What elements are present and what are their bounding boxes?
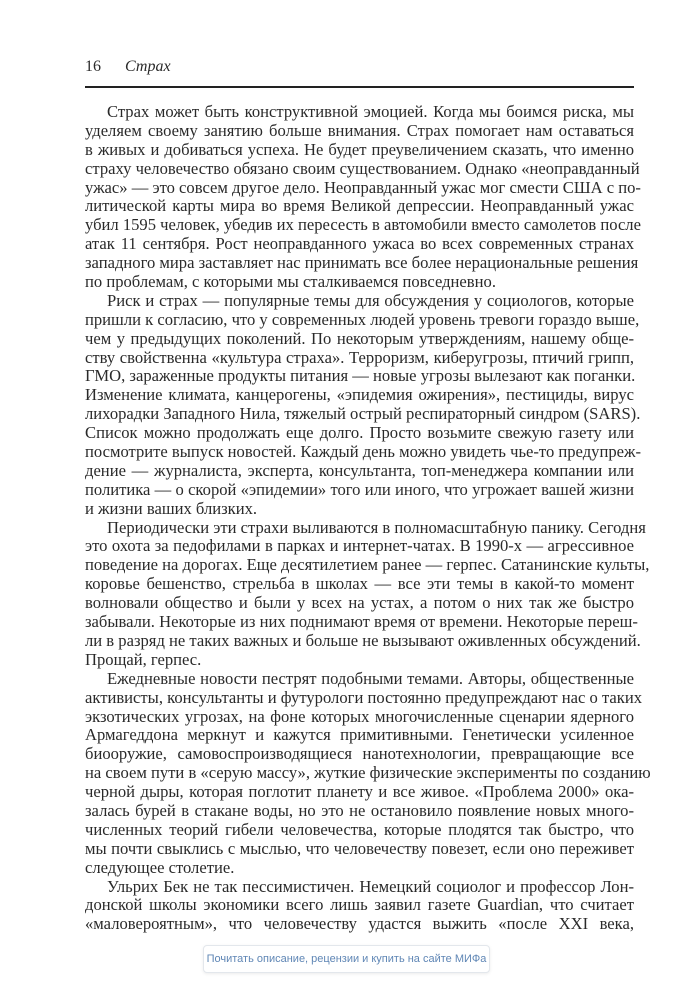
text-line: литической карты мира во время Великой депрессии. Неоправданный ужас (85, 196, 634, 216)
page-number: 16 (85, 58, 101, 75)
text-line: дение — журналиста, эксперта, консультанта, топ-менеджера компании или (85, 460, 634, 480)
text-line: атак 11 сентября. Рост неоправданного ужаса во всех современных странах (85, 234, 634, 254)
text-line: Страх может быть конструктивной эмоцией. Когда мы боимся риска, мы (107, 102, 634, 121)
text-line: западного мира заставляет нас принимать все более нерациональные решения (85, 253, 639, 273)
header-rule (85, 86, 634, 88)
text-line: ужас» — это совсем другое дело. Неоправданный ужас мог смести США с по- (85, 177, 641, 197)
text-line: ГМО, зараженные продукты питания — новые угрозы вылезают как поганки. (85, 366, 636, 386)
text-line: ству свойственна «культура страха». Терроризм, киберугрозы, птичий грипп, (85, 347, 634, 367)
text-line: биооружие, самовоспроизводящиеся нанотехнологии, превращающие все (85, 744, 634, 764)
text-line: по проблемам, с которыми мы сталкиваемся повседневно. (85, 272, 496, 292)
text-line: коровье бешенство, стрельба в школах — все эти темы в какой-то момент (85, 574, 634, 594)
text-line: следующее столетие. (85, 857, 235, 877)
body-text (85, 102, 651, 934)
text-line: пришли к согласию, что у современных людей уровень тревоги гораздо выше, (85, 309, 640, 329)
text-line: убил 1595 человек, убедив их пересесть в автомобили вместо самолетов после (85, 215, 641, 235)
text-line: Армагеддона меркнут и кажутся примитивными. Генетически усиленное (85, 725, 634, 745)
text-line: ли в разряд не таких важных и больше не вызывают оживленных обсуждений. (85, 630, 641, 650)
text-line: мы почти свыклись с мыслью, что человечеству повезет, если оно переживет (85, 838, 634, 858)
paragraph (85, 517, 650, 670)
text-line: активисты, консультанты и футурологи постоянно предупреждают нас о таких (85, 687, 642, 707)
text-line: Ежедневные новости пестрят подобными темами. Авторы, общественные (107, 668, 634, 688)
paragraph (85, 102, 641, 292)
text-line: страху человечество обязано своим существованием. Однако «неоправданный (85, 158, 640, 178)
text-line: волновали общество и были у всех на устах, а потом о них так же быстро (85, 593, 634, 613)
text-line: Список можно продолжать еще долго. Просто возьмите свежую газету или (85, 423, 634, 443)
text-line: политика — о скорой «эпидемии» того или иного, что угрожает вашей жизни (85, 479, 634, 499)
text-line: Периодически эти страхи выливаются в полномасштабную панику. Сегодня (107, 517, 646, 537)
text-line: и жизни ваших близких. (85, 498, 258, 518)
text-line: на своем пути в «серую массу», жуткие физические эксперименты по созданию (85, 763, 651, 783)
text-line: донской школы экономики всего лишь заявил газете Guardian, что считает (85, 895, 634, 915)
text-line: Изменение климата, канцерогены, «эпидемия ожирения», пестициды, вирус (85, 385, 634, 405)
text-line: лихорадки Западного Нила, тяжелый острый респираторный синдром (SARS). (85, 404, 641, 424)
text-line: посмотрите выпуск новостей. Каждый день можно увидеть чье-то предупреж- (85, 442, 641, 462)
chapter-title: Страх (125, 58, 171, 75)
text-line: залась бурей в стакане воды, но это не остановило появление новых много- (85, 800, 634, 820)
text-line: черной дыры, которая поглотит планету и все живое. «Проблема 2000» ока- (85, 782, 634, 802)
text-line: уделяем своему занятию больше внимания. Страх помогает нам оставаться (85, 120, 634, 140)
text-line: Ульрих Бек не так пессимистичен. Немецкий социолог и профессор Лон- (107, 876, 634, 896)
paragraph (85, 290, 641, 519)
paragraph (85, 668, 651, 878)
text-line: в живых и добиваться успеха. Не будет преувеличением сказать, что именно (85, 139, 634, 159)
text-line: забывали. Некоторые из них поднимают время от времени. Некоторые переш- (85, 612, 638, 632)
text-line: поведение на дорогах. Еще десятилетием ранее — герпес. Сатанинские культы, (85, 555, 650, 575)
text-line: экзотических угрозах, на фоне которых многочисленные сценарии ядерного (85, 706, 634, 726)
buy-on-mif-button[interactable]: Почитать описание, рецензии и купить на сайте МИФа (203, 945, 490, 973)
text-line: чем у предыдущих поколений. По некоторым утверждениям, нашему обще- (85, 328, 634, 348)
text-line: численных теорий гибели человечества, которые плодятся так быстро, что (85, 819, 634, 839)
text-line: Прощай, герпес. (85, 649, 202, 669)
text-line: это охота за педофилами в парках и интернет-чатах. В 1990-х — агрессивное (85, 536, 634, 556)
running-header (85, 58, 634, 80)
text-line: Риск и страх — популярные темы для обсуждения у социологов, которые (107, 290, 634, 310)
text-line: «маловероятным», что человечеству удастся выжить «после XXI века, (85, 914, 634, 934)
paragraph (85, 878, 634, 935)
